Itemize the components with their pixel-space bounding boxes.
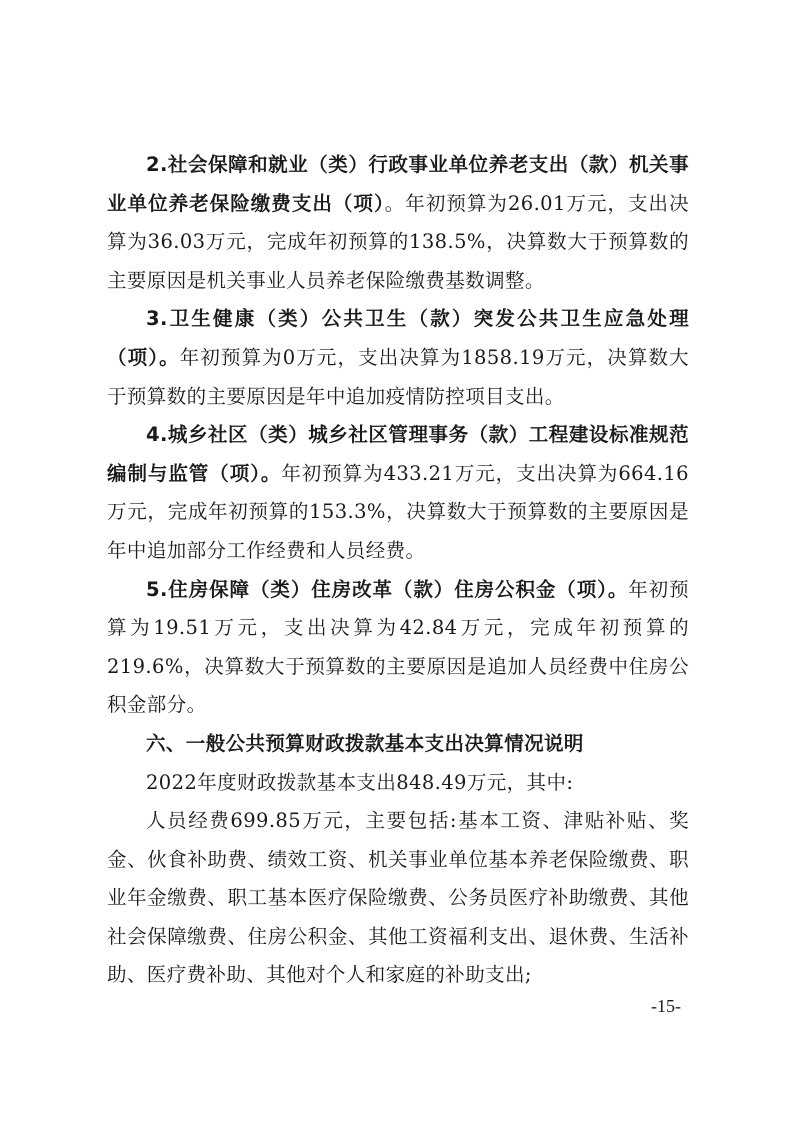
personnel-paragraph: 人员经费699.85万元，主要包括:基本工资、津贴补贴、奖金、伙食补助费、绩效工资、机关事业单位基本养老保险缴费、职业年金缴费、职工基本医疗保险缴费、公务员医疗补助缴费、其他社会保障缴费、住房公积金、其他工资福利支出、退休费、生活补助、医疗费补助、其他对个人和家庭的补助支出; xyxy=(107,809,689,987)
page-number: -15- xyxy=(651,996,681,1016)
item-text: 。年初预算为26.01万元，支出决算为36.03万元，完成年初预算的138.5%，决算数大于预算数的主要原因是机关事业人员养老保险缴费基数调整。 xyxy=(107,191,689,292)
item-title: 3.卫生健康（类）公共卫生（款）突发公共卫生应急处理（项）。 xyxy=(107,307,689,369)
item-text: 年初预算为19.51万元，支出决算为42.84万元，完成年初预算的219.6%，决算数大于预算数的主要原因是追加人员经费中住房公积金部分。 xyxy=(107,577,689,717)
item-text: 年初预算为0万元，支出决算为1858.19万元，决算数大于预算数的主要原因是年中追加疫情防控项目支出。 xyxy=(107,345,689,408)
body-text xyxy=(107,146,689,995)
paragraph-item-3 xyxy=(107,300,689,416)
item-title: 4.城乡社区（类）城乡社区管理事务（款）工程建设标准规范编制与监管（项）。 xyxy=(107,423,689,485)
item-title: 5.住房保障（类）住房改革（款）住房公积金（项）。 xyxy=(146,577,629,601)
paragraph-item-4 xyxy=(107,416,689,570)
paragraph-item-5 xyxy=(107,571,689,725)
item-text: 年初预算为433.21万元，支出决算为664.16万元，完成年初预算的153.3%，决算数大于预算数的主要原因是年中追加部分工作经费和人员经费。 xyxy=(107,461,689,562)
paragraph-item-2 xyxy=(107,146,689,300)
summary-paragraph: 2022年度财政拨款基本支出848.49万元，其中: xyxy=(146,770,574,794)
section-heading: 六、一般公共预算财政拨款基本支出决算情况说明 xyxy=(146,731,584,755)
item-title: 2.社会保障和就业（类）行政事业单位养老支出（款）机关事业单位养老保险缴费支出（项） xyxy=(107,153,689,215)
